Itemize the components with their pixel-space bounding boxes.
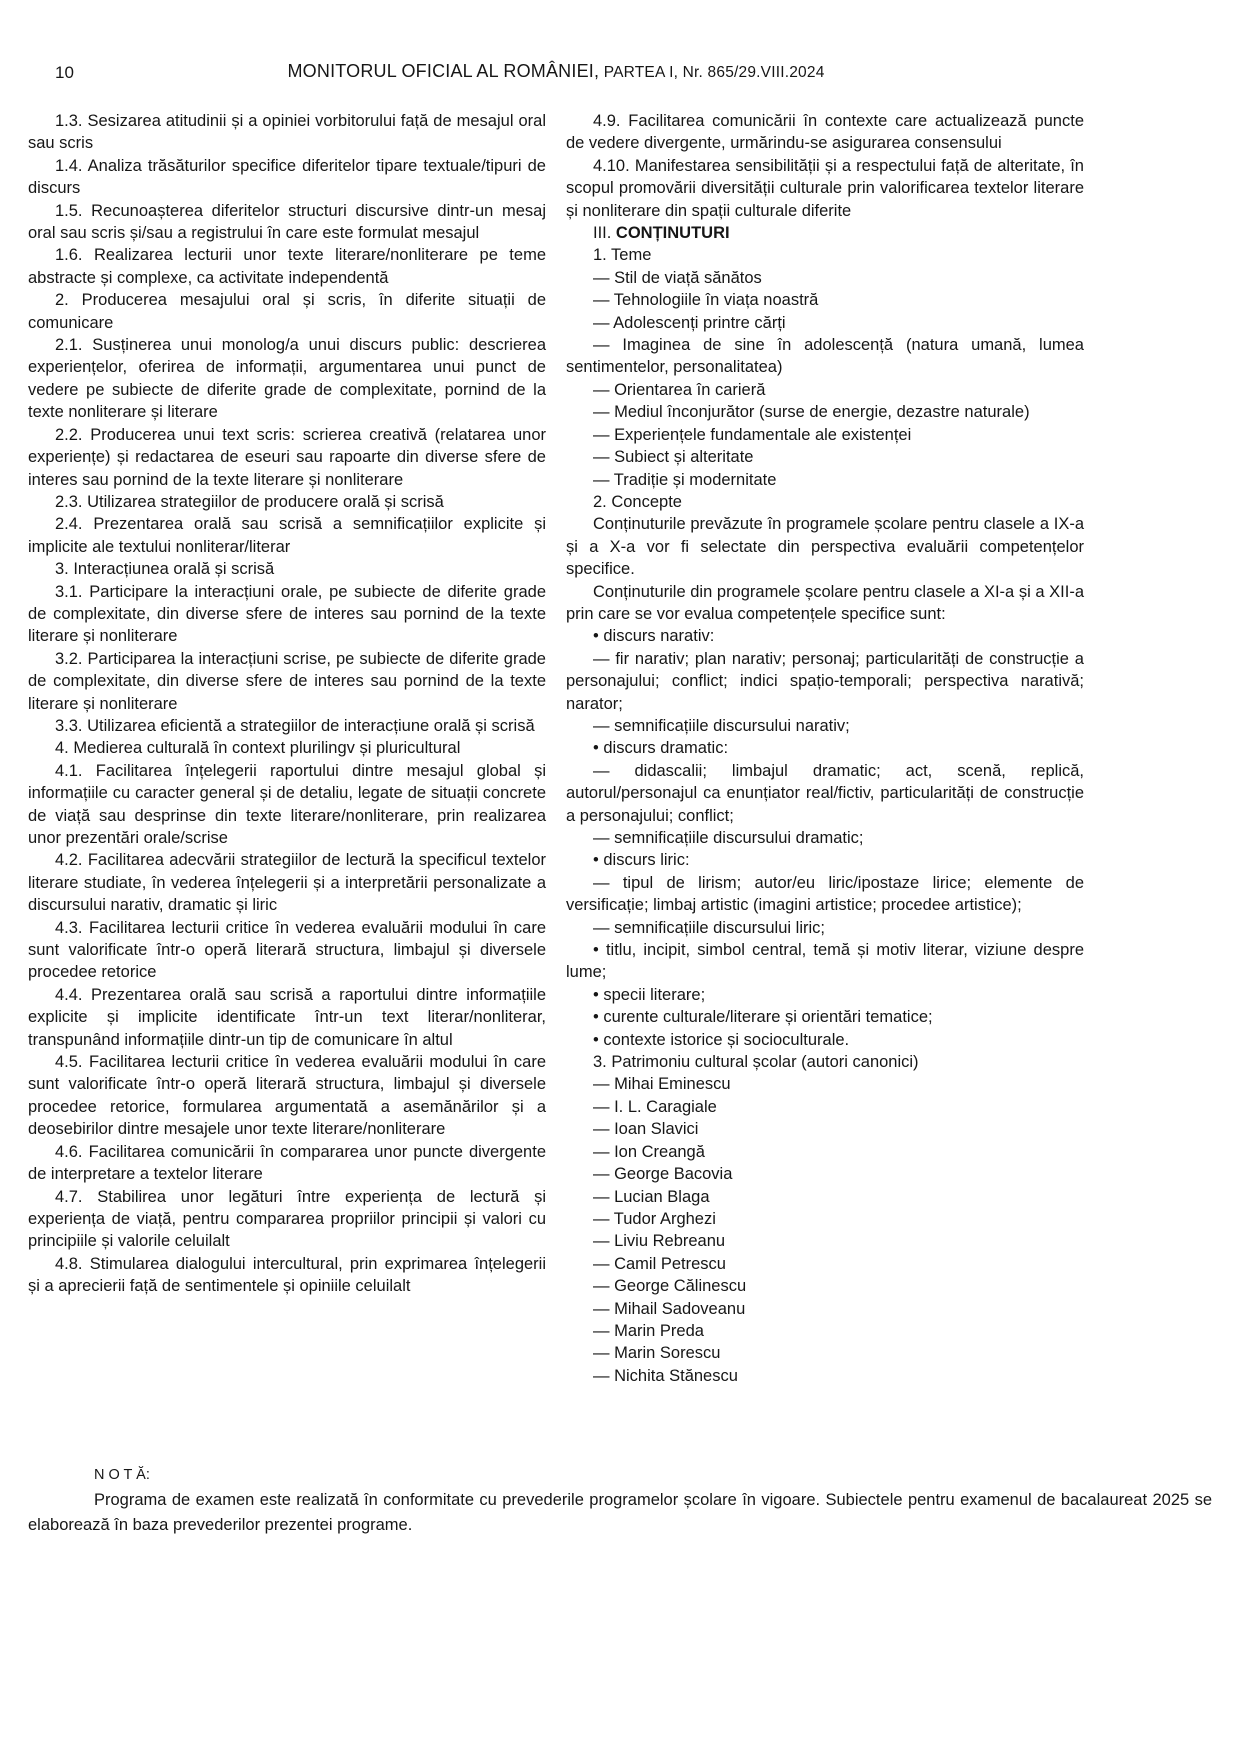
paragraph: — Camil Petrescu (593, 1254, 726, 1273)
paragraph: • discurs liric: (593, 851, 690, 870)
right-column (566, 110, 1084, 1387)
paragraph: 1. Teme (593, 246, 652, 265)
paragraph: • discurs narativ: (593, 627, 715, 646)
paragraph: — Subiect și alteritate (593, 448, 754, 467)
paragraph: — George Călinescu (593, 1277, 747, 1296)
left-column (28, 110, 546, 1298)
paragraph: — George Bacovia (593, 1165, 733, 1184)
paragraph: 4.7. Stabilirea unor legături între experiența de lectură și experiența de viață, pentru compararea propriilor principii și valori cu principiile și valorile celuilalt (28, 1187, 546, 1251)
paragraph: 4.5. Facilitarea lecturii critice în vederea evaluării modului în care sunt valorificate într-o operă literară structura, limbajul și diversele procedee retorice, formularea argumentată a asemănărilor și a deosebirilor dintre mesajele unor texte literare/nonliterare (28, 1053, 546, 1139)
paragraph: 2.3. Utilizarea strategiilor de producere orală și scrisă (55, 492, 444, 511)
paragraph: 2. Concepte (593, 492, 682, 511)
paragraph: Conținuturile prevăzute în programele școlare pentru clasele a IX-a și a X-a vor fi selectate din perspectiva evaluării competențelor specifice. (566, 515, 1084, 579)
paragraph: 4.8. Stimularea dialogului intercultural, prin exprimarea înțelegerii și a aprecierii față de sentimentele și opiniile celuilalt (28, 1254, 546, 1296)
paragraph: — Mediul înconjurător (surse de energie, dezastre naturale) (593, 403, 1030, 422)
paragraph: — semnificațiile discursului narativ; (593, 716, 850, 735)
paragraph: 4. Medierea culturală în context plurilingv și pluricultural (55, 739, 461, 758)
paragraph: 4.2. Facilitarea adecvării strategiilor de lectură la specificul textelor literare studiate, în vederea înțelegerii și a interpretării personalizate a discursului narativ, dramatic și liric (28, 851, 546, 915)
paragraph: — Ion Creangă (593, 1142, 705, 1161)
paragraph: — semnificațiile discursului dramatic; (593, 829, 864, 847)
paragraph: 1.3. Sesizarea atitudinii și a opiniei vorbitorului față de mesajul oral sau scris (28, 112, 546, 153)
paragraph: 3.3. Utilizarea eficientă a strategiilor de interacțiune orală și scrisă (55, 716, 535, 735)
page-header (28, 61, 1084, 82)
note-paragraph: Programa de examen este realizată în conformitate cu prevederile programelor școlare în vigoare. Subiectele pentru examenul de bacalaureat 2025 se elaborează în baza prevederilor prezentei programe. (28, 1491, 1212, 1534)
page-number: 10 (55, 63, 74, 82)
paragraph: — semnificațiile discursului liric; (593, 918, 825, 937)
section-heading-bold: CONȚINUTURI (615, 224, 730, 243)
header-title-main: MONITORUL OFICIAL AL ROMÂNIEI, (287, 61, 600, 81)
paragraph: — tipul de lirism; autor/eu liric/ipostaze lirice; elemente de versificație; limbaj artistic (imagini artistice; procedee artistice); (566, 873, 1084, 915)
page-footer (28, 1463, 1212, 1538)
paragraph: 2. Producerea mesajului oral și scris, în diferite situații de comunicare (28, 291, 546, 332)
paragraph: — Mihail Sadoveanu (593, 1299, 746, 1318)
paragraph: — I. L. Caragiale (593, 1097, 717, 1116)
paragraph: 1.4. Analiza trăsăturilor specifice diferitelor tipare textuale/tipuri de discurs (28, 156, 546, 198)
paragraph: — Lucian Blaga (593, 1187, 710, 1206)
paragraph: 4.6. Facilitarea comunicării în compararea unor puncte divergente de interpretare a textelor literare (28, 1142, 546, 1184)
paragraph: 4.4. Prezentarea orală sau scrisă a raportului dintre informațiile explicite și implicite identificate într-un text literar/nonliterar, transpunând informațiile dintr-un tip de comunicare în altul (28, 985, 546, 1049)
paragraph: 3. Patrimoniu cultural școlar (autori canonici) (593, 1053, 919, 1072)
paragraph: Conținuturile din programele școlare pentru clasele a XI-a și a XII-a prin care se vor evalua competențele specifice sunt: (566, 582, 1084, 623)
paragraph: • contexte istorice și socioculturale. (593, 1030, 850, 1049)
paragraph: — Mihai Eminescu (593, 1075, 731, 1094)
paragraph: 3.2. Participarea la interacțiuni scrise, pe subiecte de diferite grade de complexitate, din diverse sfere de interes sau pornind de la texte literare și nonliterare (28, 649, 546, 713)
header-title-rest: PARTEA I, Nr. 865/29.VIII.2024 (599, 64, 825, 81)
paragraph: — didascalii; limbajul dramatic; act, scenă, replică, autorul/personajul ca enunțiator real/fictiv, particularități de construcție a personajului; conflict; (566, 761, 1084, 825)
paragraph: 4.10. Manifestarea sensibilității și a respectului față de alteritate, în scopul promovării diversității culturale prin valorificarea textelor literare și nonliterare din spații culturale diferite (566, 156, 1084, 220)
paragraph: — Adolescenți printre cărți (593, 313, 786, 332)
paragraph: — Stil de viață sănătos (593, 268, 762, 287)
paragraph: 2.4. Prezentarea orală sau scrisă a semnificațiilor explicite și implicite ale textului nonliterar/literar (28, 515, 546, 556)
paragraph: — Experiențele fundamentale ale existenței (593, 425, 912, 444)
paragraph: — Imaginea de sine în adolescență (natura umană, lumea sentimentelor, personalitatea) (566, 336, 1084, 377)
paragraph: 1.6. Realizarea lecturii unor texte literare/nonliterare pe teme abstracte și complexe, ca activitate independentă (28, 246, 546, 287)
paragraph: — Tradiție și modernitate (593, 470, 777, 489)
paragraph: 2.2. Producerea unui text scris: scrierea creativă (relatarea unor experiențe) și redactarea de eseuri sau rapoarte din diverse sfere de interes sau pornind de la texte literare și nonliterare (28, 425, 546, 489)
paragraph: — Ioan Slavici (593, 1120, 699, 1139)
note-label: N O T Ă: (94, 1467, 150, 1483)
paragraph: 4.9. Facilitarea comunicării în contexte care actualizează puncte de vedere divergente, urmărindu-se asigurarea consensului (566, 112, 1084, 153)
paragraph: 4.1. Facilitarea înțelegerii raportului dintre mesajul global și informațiile cu caracter general și de detaliu, legate de situații concrete de viață sau desprinse din texte literare/nonliterare, prin realizarea unor prezentări orale/scrise (28, 761, 546, 847)
paragraph: • specii literare; (593, 985, 706, 1004)
paragraph: — Tudor Arghezi (593, 1209, 716, 1228)
paragraph: — Marin Sorescu (593, 1344, 721, 1363)
paragraph: 3.1. Participare la interacțiuni orale, pe subiecte de diferite grade de complexitate, din diverse sfere de interes sau pornind de la texte literare și nonliterare (28, 582, 546, 646)
paragraph: — Nichita Stănescu (593, 1366, 738, 1385)
paragraph: — fir narativ; plan narativ; personaj; particularități de construcție a personajului; conflict; indici spațio-temporali; perspectiva narativă; narator; (566, 649, 1084, 713)
paragraph: III. CONȚINUTURI (593, 224, 730, 243)
paragraph: — Marin Preda (593, 1321, 704, 1340)
paragraph: • titlu, incipit, simbol central, temă și motiv literar, viziune despre lume; (566, 941, 1084, 982)
paragraph: 4.3. Facilitarea lecturii critice în vederea evaluării modului în care sunt valorificate într-o operă literară structura, limbajul și diversele procedee retorice (28, 918, 546, 982)
paragraph: 1.5. Recunoașterea diferitelor structuri discursive dintr-un mesaj oral sau scris și/sau a registrului în care este formulat mesajul (28, 201, 546, 243)
paragraph: • curente culturale/literare și orientări tematice; (593, 1008, 933, 1027)
paragraph: — Tehnologiile în viața noastră (593, 291, 819, 310)
paragraph: — Orientarea în carieră (593, 380, 766, 399)
paragraph: • discurs dramatic: (593, 739, 729, 758)
paragraph: — Liviu Rebreanu (593, 1232, 726, 1251)
paragraph: 2.1. Susținerea unui monolog/a unui discurs public: descrierea experiențelor, oferirea de informații, argumentarea unui punct de vedere pe subiecte de diferite grade de complexitate, pornind de la texte nonliterare și literare (28, 336, 546, 422)
paragraph: 3. Interacțiunea orală și scrisă (55, 560, 275, 579)
